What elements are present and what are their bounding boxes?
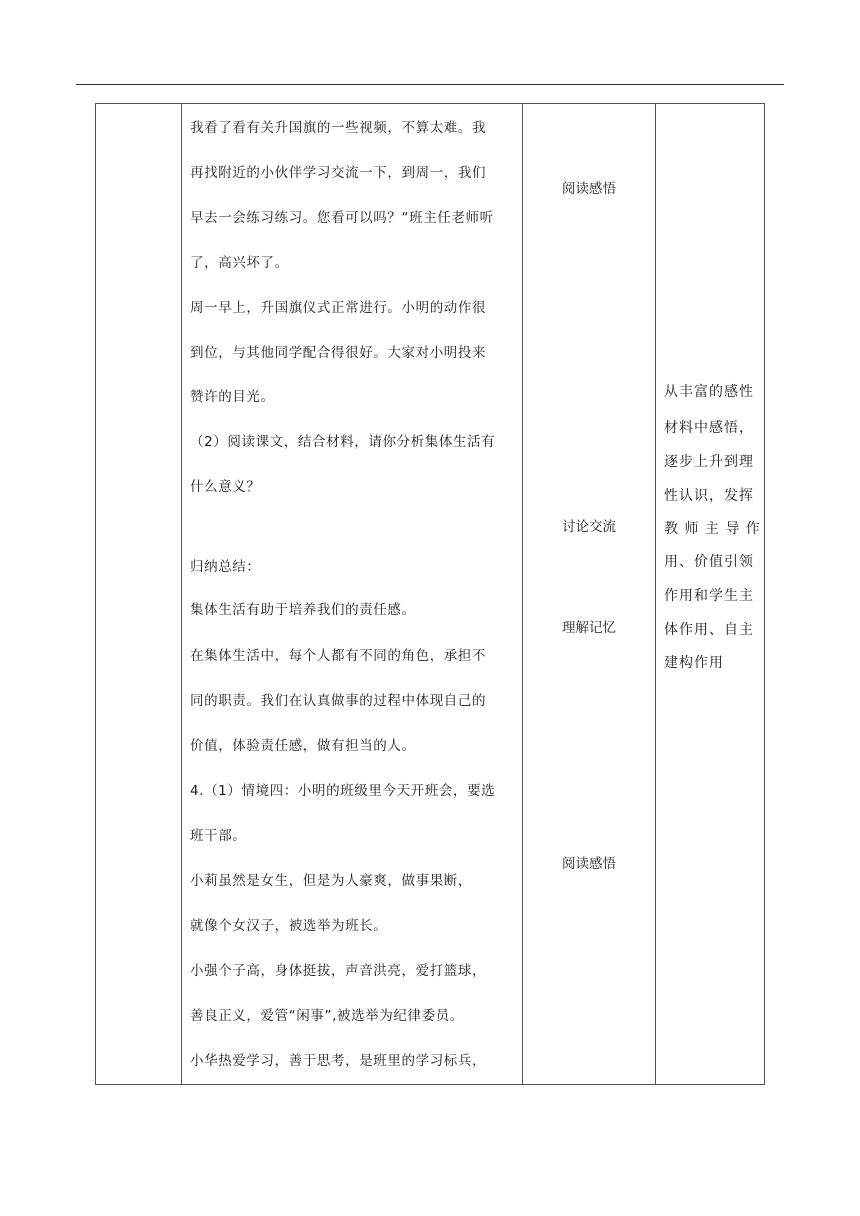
intent-line: 作用和学生主 (664, 588, 754, 604)
text-line: 到位，与其他同学配合得很好。大家对小明投来 (190, 345, 487, 361)
text-line: 赞许的目光。 (190, 389, 275, 405)
text-line: 就像个女汉子，被选举为班长。 (190, 918, 388, 934)
text-line: 集体生活有助于培养我们的责任感。 (190, 602, 416, 618)
text-line: 了，高兴坏了。 (190, 255, 289, 271)
text-line: 早去一会练习练习。您看可以吗？“班主任老师听 (190, 210, 494, 226)
intent-line: 用、价值引领 (664, 554, 754, 570)
text-line: 价值，体验责任感，做有担当的人。 (190, 738, 416, 754)
text-line: 周一早上，升国旗仪式正常进行。小明的动作很 (190, 300, 487, 316)
intent-line: 从丰富的感性 (664, 384, 754, 400)
text-line: 小强个子高，身体挺拔，声音洪亮，爱打篮球， (190, 963, 487, 979)
intent-line: 材料中感悟， (664, 420, 754, 436)
text-line: 在集体生活中，每个人都有不同的角色，承担不 (190, 648, 487, 664)
text-line: 什么意义？ (190, 479, 261, 495)
text-line: 善良正义，爱管“闲事”,被选举为纪律委员。 (190, 1008, 464, 1024)
text-line: 我看了看有关升国旗的一些视频，不算太难。我 (190, 120, 487, 136)
text-line: 班干部。 (190, 828, 247, 844)
text-line: 小华热爱学习，善于思考，是班里的学习标兵， (190, 1053, 487, 1069)
header-rule (76, 84, 784, 85)
text-line: 同的职责。我们在认真做事的过程中体现自己的 (190, 693, 487, 709)
intent-line: 教 师 主 导 作 (664, 521, 761, 537)
intent-line: 体作用、自主 (664, 622, 754, 638)
activity-label: 讨论交流 (562, 519, 616, 535)
text-line: （2）阅读课文，结合材料，请你分析集体生活有 (190, 434, 496, 450)
activity-label: 理解记忆 (562, 620, 616, 636)
activity-label: 阅读感悟 (562, 856, 616, 872)
intent-line: 性认识，发挥 (664, 488, 754, 504)
column-divider (655, 103, 656, 1085)
text-line: 归纳总结： (190, 559, 261, 575)
text-line: 再找附近的小伙伴学习交流一下，到周一，我们 (190, 165, 487, 181)
column-divider (181, 103, 182, 1085)
intent-line: 逐步上升到理 (664, 454, 754, 470)
text-line: 4.（1）情境四：小明的班级里今天开班会，要选 (190, 783, 496, 799)
activity-label: 阅读感悟 (562, 181, 616, 197)
column-divider (522, 103, 523, 1085)
intent-line: 建构作用 (664, 655, 724, 671)
text-line: 小莉虽然是女生，但是为人豪爽，做事果断， (190, 873, 472, 889)
